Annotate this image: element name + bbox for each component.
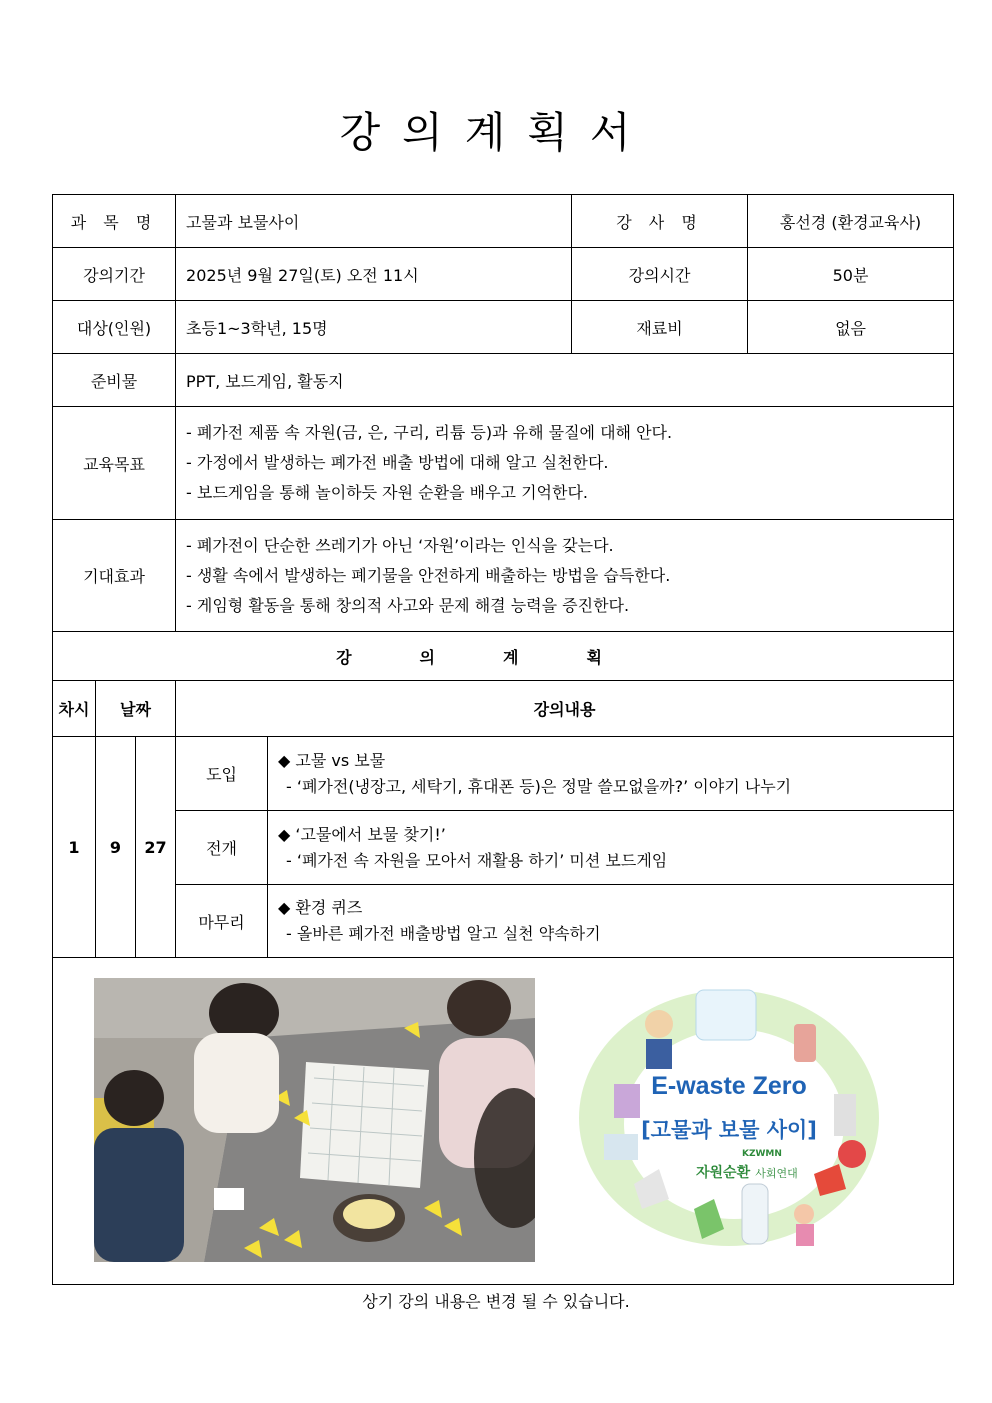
instructor-label: 강 사 명	[572, 195, 748, 248]
date-day: 27	[136, 737, 176, 958]
materials-label: 준비물	[53, 354, 176, 407]
logo-title: E-waste Zero	[651, 1072, 807, 1100]
target-label: 대상(인원)	[53, 301, 176, 354]
stage-closing: 마무리	[176, 885, 268, 958]
stage-heading: ◆ ‘고물에서 보물 찾기!’	[278, 824, 446, 844]
stage-intro: 도입	[176, 737, 268, 811]
board-game-photo	[94, 978, 535, 1262]
stage-heading: ◆ 고물 vs 보물	[278, 750, 386, 770]
goals-label: 교육목표	[53, 407, 176, 520]
fee-label: 재료비	[572, 301, 748, 354]
subject-value: 고물과 보물사이	[176, 195, 572, 248]
subject-label: 과 목 명	[53, 195, 176, 248]
stage-intro-content	[268, 737, 954, 811]
duration-value: 50분	[748, 248, 954, 301]
logo-org-name: 자원순환	[696, 1165, 751, 1181]
goals-list	[176, 407, 954, 520]
content-header: 강의내용	[176, 681, 954, 737]
document-title: 강의계획서	[339, 108, 653, 157]
effect-item: - 폐가전이 단순한 쓰레기가 아닌 ‘자원’이라는 인식을 갖는다.	[186, 535, 614, 555]
period-label: 강의기간	[53, 248, 176, 301]
duration-label: 강의시간	[572, 248, 748, 301]
session-number: 1	[53, 737, 96, 958]
period-value: 2025년 9월 27일(토) 오전 11시	[176, 248, 572, 301]
stage-detail: - ‘폐가전 속 자원을 모아서 재활용 하기’ 미션 보드게임	[286, 850, 668, 870]
goal-item: - 가정에서 발생하는 폐가전 배출 방법에 대해 알고 실천한다.	[186, 453, 609, 472]
logo-badge: KZWMN	[742, 1149, 782, 1159]
stage-development-content	[268, 811, 954, 885]
stage-detail: - 올바른 폐가전 배출방법 알고 실천 약속하기	[286, 924, 601, 943]
date-month: 9	[96, 737, 136, 958]
date-header: 날짜	[96, 681, 176, 737]
ewaste-zero-logo	[574, 984, 884, 1252]
stage-heading: ◆ 환경 퀴즈	[278, 898, 363, 917]
goal-item: - 폐가전 제품 속 자원(금, 은, 구리, 리튬 등)과 유해 물질에 대해 안다.	[186, 423, 673, 442]
goal-item: - 보드게임을 통해 놀이하듯 자원 순환을 배우고 기억한다.	[186, 483, 588, 502]
fee-value: 없음	[748, 301, 954, 354]
logo-org	[696, 1149, 806, 1192]
stage-closing-content	[268, 885, 954, 958]
effect-item: - 게임형 활동을 통해 창의적 사고와 문제 해결 능력을 증진한다.	[186, 595, 630, 615]
materials-value: PPT, 보드게임, 활동지	[176, 354, 954, 407]
session-header: 차시	[53, 681, 96, 737]
target-value: 초등1~3학년, 15명	[176, 301, 572, 354]
effect-item: - 생활 속에서 발생하는 폐기물을 안전하게 배출하는 방법을 습득한다.	[186, 565, 671, 585]
plan-section-title: 강의계획	[53, 632, 954, 681]
footer-note: 상기 강의 내용은 변경 될 수 있습니다.	[362, 1292, 630, 1311]
instructor-value: 홍선경 (환경교육사)	[748, 195, 954, 248]
logo-subtitle: [고물과 보물 사이]	[641, 1118, 817, 1142]
effects-list	[176, 520, 954, 632]
stage-detail: - ‘폐가전(냉장고, 세탁기, 휴대폰 등)은 정말 쓸모없을까?’ 이야기 나누기	[286, 776, 792, 796]
effects-label: 기대효과	[53, 520, 176, 632]
logo-org-sub: 사회연대	[755, 1167, 798, 1180]
stage-development: 전개	[176, 811, 268, 885]
